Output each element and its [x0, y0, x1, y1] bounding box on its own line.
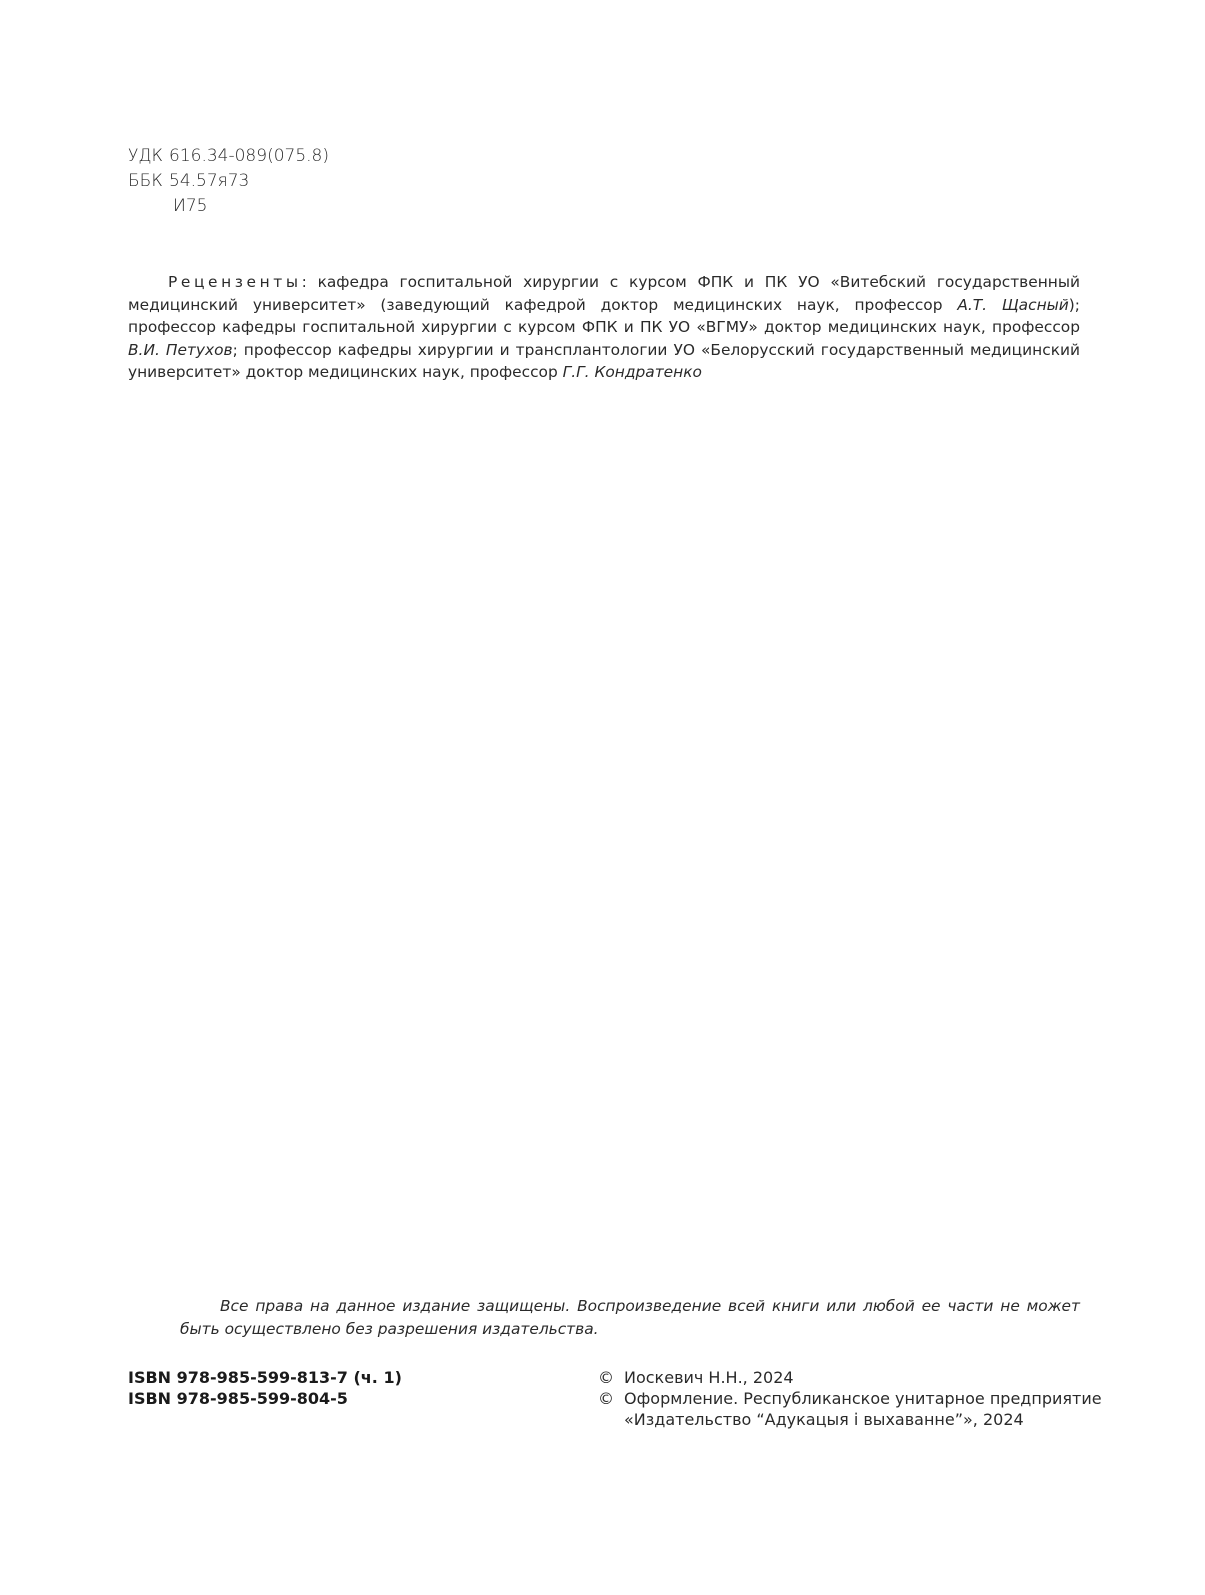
copyright-design-2: «Издательство “Адукацыя і выхаванне”», 2024	[624, 1410, 1024, 1429]
copyright-symbol: ©	[598, 1389, 614, 1408]
author-mark: И75	[173, 196, 208, 216]
copyright-author-line	[598, 1367, 1102, 1388]
udk-value: 616.34-089(075.8)	[169, 146, 329, 166]
udk-row	[128, 144, 329, 169]
reviewer-name-3: Г.Г. Кондратенко	[562, 363, 702, 381]
copyright-block	[598, 1367, 1102, 1430]
copyright-design-line	[598, 1388, 1102, 1409]
copyright-design-1: Оформление. Республиканское унитарное предприятие	[624, 1389, 1102, 1408]
reviewers-label: Рецензенты	[168, 273, 302, 291]
udk-label: УДК	[128, 146, 164, 166]
bbk-label: ББК	[128, 171, 163, 191]
bbk-row	[128, 169, 329, 194]
reviewers-text-3: ; профессор кафедры хирургии и трансплантологии УО «Белорусский государственный медицинский университет» доктор медицинских наук, профессор	[128, 340, 1080, 381]
isbn-part-1: ISBN 978-985-599-813-7 (ч. 1)	[128, 1368, 402, 1387]
isbn-set: ISBN 978-985-599-804-5	[128, 1389, 348, 1408]
reviewers-paragraph	[128, 271, 1080, 384]
reviewers-text-1: : кафедра госпитальной хирургии с курсом ФПК и ПК УО «Витебский государственный медицинский университет» (заведующий кафедрой доктор медицинских наук, профессор	[128, 273, 1080, 314]
isbn-block	[128, 1367, 402, 1409]
copyright-author: Иоскевич Н.Н., 2024	[624, 1368, 794, 1387]
reviewer-name-2: В.И. Петухов	[128, 340, 233, 359]
reviewer-name-1: А.Т. Щасный	[957, 295, 1069, 314]
copyright-symbol: ©	[598, 1368, 614, 1387]
reviewers-text-2: ); профессор кафедры госпитальной хирургии с курсом ФПК и ПК УО «ВГМУ» доктор медицинских наук, профессор	[128, 295, 1080, 336]
classification-block	[128, 144, 329, 219]
bbk-value: 54.57я73	[169, 171, 250, 191]
rights-notice: Все права на данное издание защищены. Воспроизведение всей книги или любой ее части не может быть осуществлено без разрешения издательства.	[180, 1297, 1080, 1338]
